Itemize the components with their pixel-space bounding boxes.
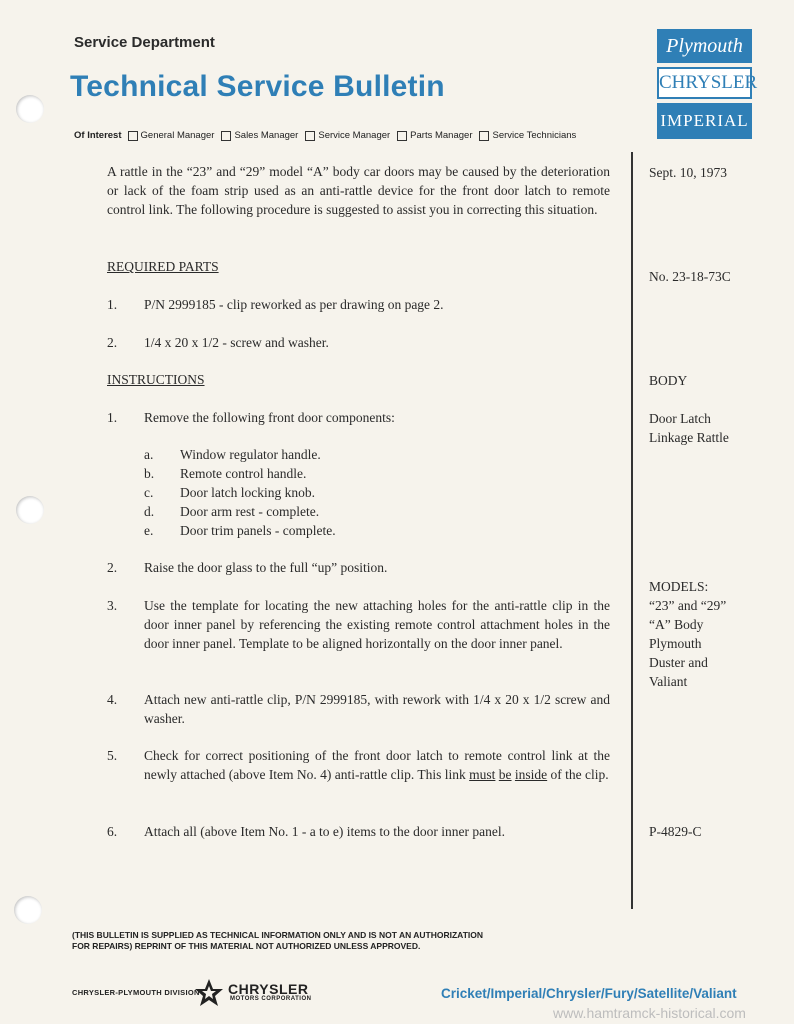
recipient-sales-manager: Sales Manager [221, 130, 298, 141]
disclaimer-line-2: FOR REPAIRS) REPRINT OF THIS MATERIAL NOT AUTHORIZED UNLESS APPROVED. [72, 941, 421, 951]
part-1-number: 1. [107, 297, 118, 312]
part-2-number: 2. [107, 335, 118, 350]
part-1-text: P/N 2999185 - clip reworked as per drawing on page 2. [144, 297, 444, 312]
models-line-5: Valiant [649, 674, 688, 689]
checkbox-icon [221, 131, 231, 141]
step-6-text: Attach all (above Item No. 1 - a to e) items to the door inner panel. [144, 824, 506, 839]
step-1-text: Remove the following front door components: [144, 410, 395, 425]
subitem-d-letter: d. [144, 504, 155, 519]
disclaimer-line-1: (THIS BULLETIN IS SUPPLIED AS TECHNICAL INFORMATION ONLY AND IS NOT AN AUTHORIZATION [72, 930, 483, 940]
step-5-text: Check for correct positioning of the front door latch to remote control link at the newly attached (above Item No. 4) anti-rattle clip. This link must be inside of the clip. [144, 748, 610, 782]
subitem-e-letter: e. [144, 523, 154, 538]
recipient-service-technicians: Service Technicians [479, 130, 576, 141]
step-2-text: Raise the door glass to the full “up” position. [144, 560, 388, 575]
models-line-1: “23” and “29” [649, 598, 727, 613]
division-label: CHRYSLER-PLYMOUTH DIVISION [72, 988, 200, 997]
step-5-number: 5. [107, 748, 118, 763]
step-4-text: Attach new anti-rattle clip, P/N 2999185, with rework with 1/4 x 20 x 1/2 screw and washer. [144, 692, 610, 726]
subitem-d-text: Door arm rest - complete. [180, 504, 320, 519]
column-divider [631, 152, 633, 909]
checkbox-icon [128, 131, 138, 141]
models-line-3: Plymouth [649, 636, 702, 651]
imperial-logo: IMPERIAL [657, 103, 752, 139]
form-number: P-4829-C [649, 824, 702, 839]
step-6-number: 6. [107, 824, 118, 839]
subitem-e-text: Door trim panels - complete. [180, 523, 336, 538]
subitem-a-letter: a. [144, 447, 154, 462]
page-title: Technical Service Bulletin [70, 70, 445, 103]
checkbox-icon [479, 131, 489, 141]
of-interest-row [74, 130, 583, 141]
subitem-c-letter: c. [144, 485, 154, 500]
intro-paragraph: A rattle in the “23” and “29” model “A” body car doors may be caused by the deterioration or lack of the foam strip used as an anti-rattle device for the front door latch to remote control link. The following procedure is suggested to assist you in correcting this situation. [107, 164, 610, 217]
recipient-general-manager: General Manager [128, 130, 215, 141]
of-interest-label: Of Interest [74, 130, 122, 141]
subitem-b-text: Remote control handle. [180, 466, 307, 481]
group-label: BODY [649, 373, 688, 388]
step-4-number: 4. [107, 692, 118, 707]
step-1-number: 1. [107, 410, 118, 425]
subitem-a-text: Window regulator handle. [180, 447, 321, 462]
subject-line-2: Linkage Rattle [649, 430, 729, 445]
models-line-2: “A” Body [649, 617, 704, 632]
chrysler-logo: CHRYSLER [657, 67, 752, 99]
step-3-number: 3. [107, 598, 118, 613]
disclaimer [72, 930, 483, 952]
footer-models-line: Cricket/Imperial/Chrysler/Fury/Satellite/Valiant [441, 986, 737, 1001]
recipient-parts-manager: Parts Manager [397, 130, 472, 141]
punch-hole-bottom [14, 896, 42, 924]
subject-line-1: Door Latch [649, 411, 711, 426]
corp-subtitle: MOTORS CORPORATION [230, 996, 312, 1002]
checkbox-icon [305, 131, 315, 141]
subitem-b-letter: b. [144, 466, 155, 481]
plymouth-logo: Plymouth [657, 29, 752, 63]
punch-hole-top [16, 95, 44, 123]
bulletin-number: No. 23-18-73C [649, 269, 731, 284]
step-3-text: Use the template for locating the new attaching holes for the anti-rattle clip in the door inner panel by referencing the existing remote control attachment holes in the door inner panel. Template to be aligned horizontally on the door inner panel. [144, 598, 610, 651]
required-parts-heading: REQUIRED PARTS [107, 259, 219, 274]
punch-hole-middle [16, 496, 44, 524]
step-2-number: 2. [107, 560, 118, 575]
instructions-heading: INSTRUCTIONS [107, 372, 205, 387]
pentastar-icon [194, 978, 224, 1013]
checkbox-icon [397, 131, 407, 141]
part-2-text: 1/4 x 20 x 1/2 - screw and washer. [144, 335, 329, 350]
models-line-4: Duster and [649, 655, 708, 670]
department-label: Service Department [74, 34, 215, 51]
models-heading: MODELS: [649, 579, 709, 594]
watermark: www.hamtramck-historical.com [553, 1005, 746, 1021]
recipient-service-manager: Service Manager [305, 130, 390, 141]
subitem-c-text: Door latch locking knob. [180, 485, 315, 500]
corp-name: CHRYSLER [228, 981, 309, 997]
bulletin-date: Sept. 10, 1973 [649, 165, 728, 180]
